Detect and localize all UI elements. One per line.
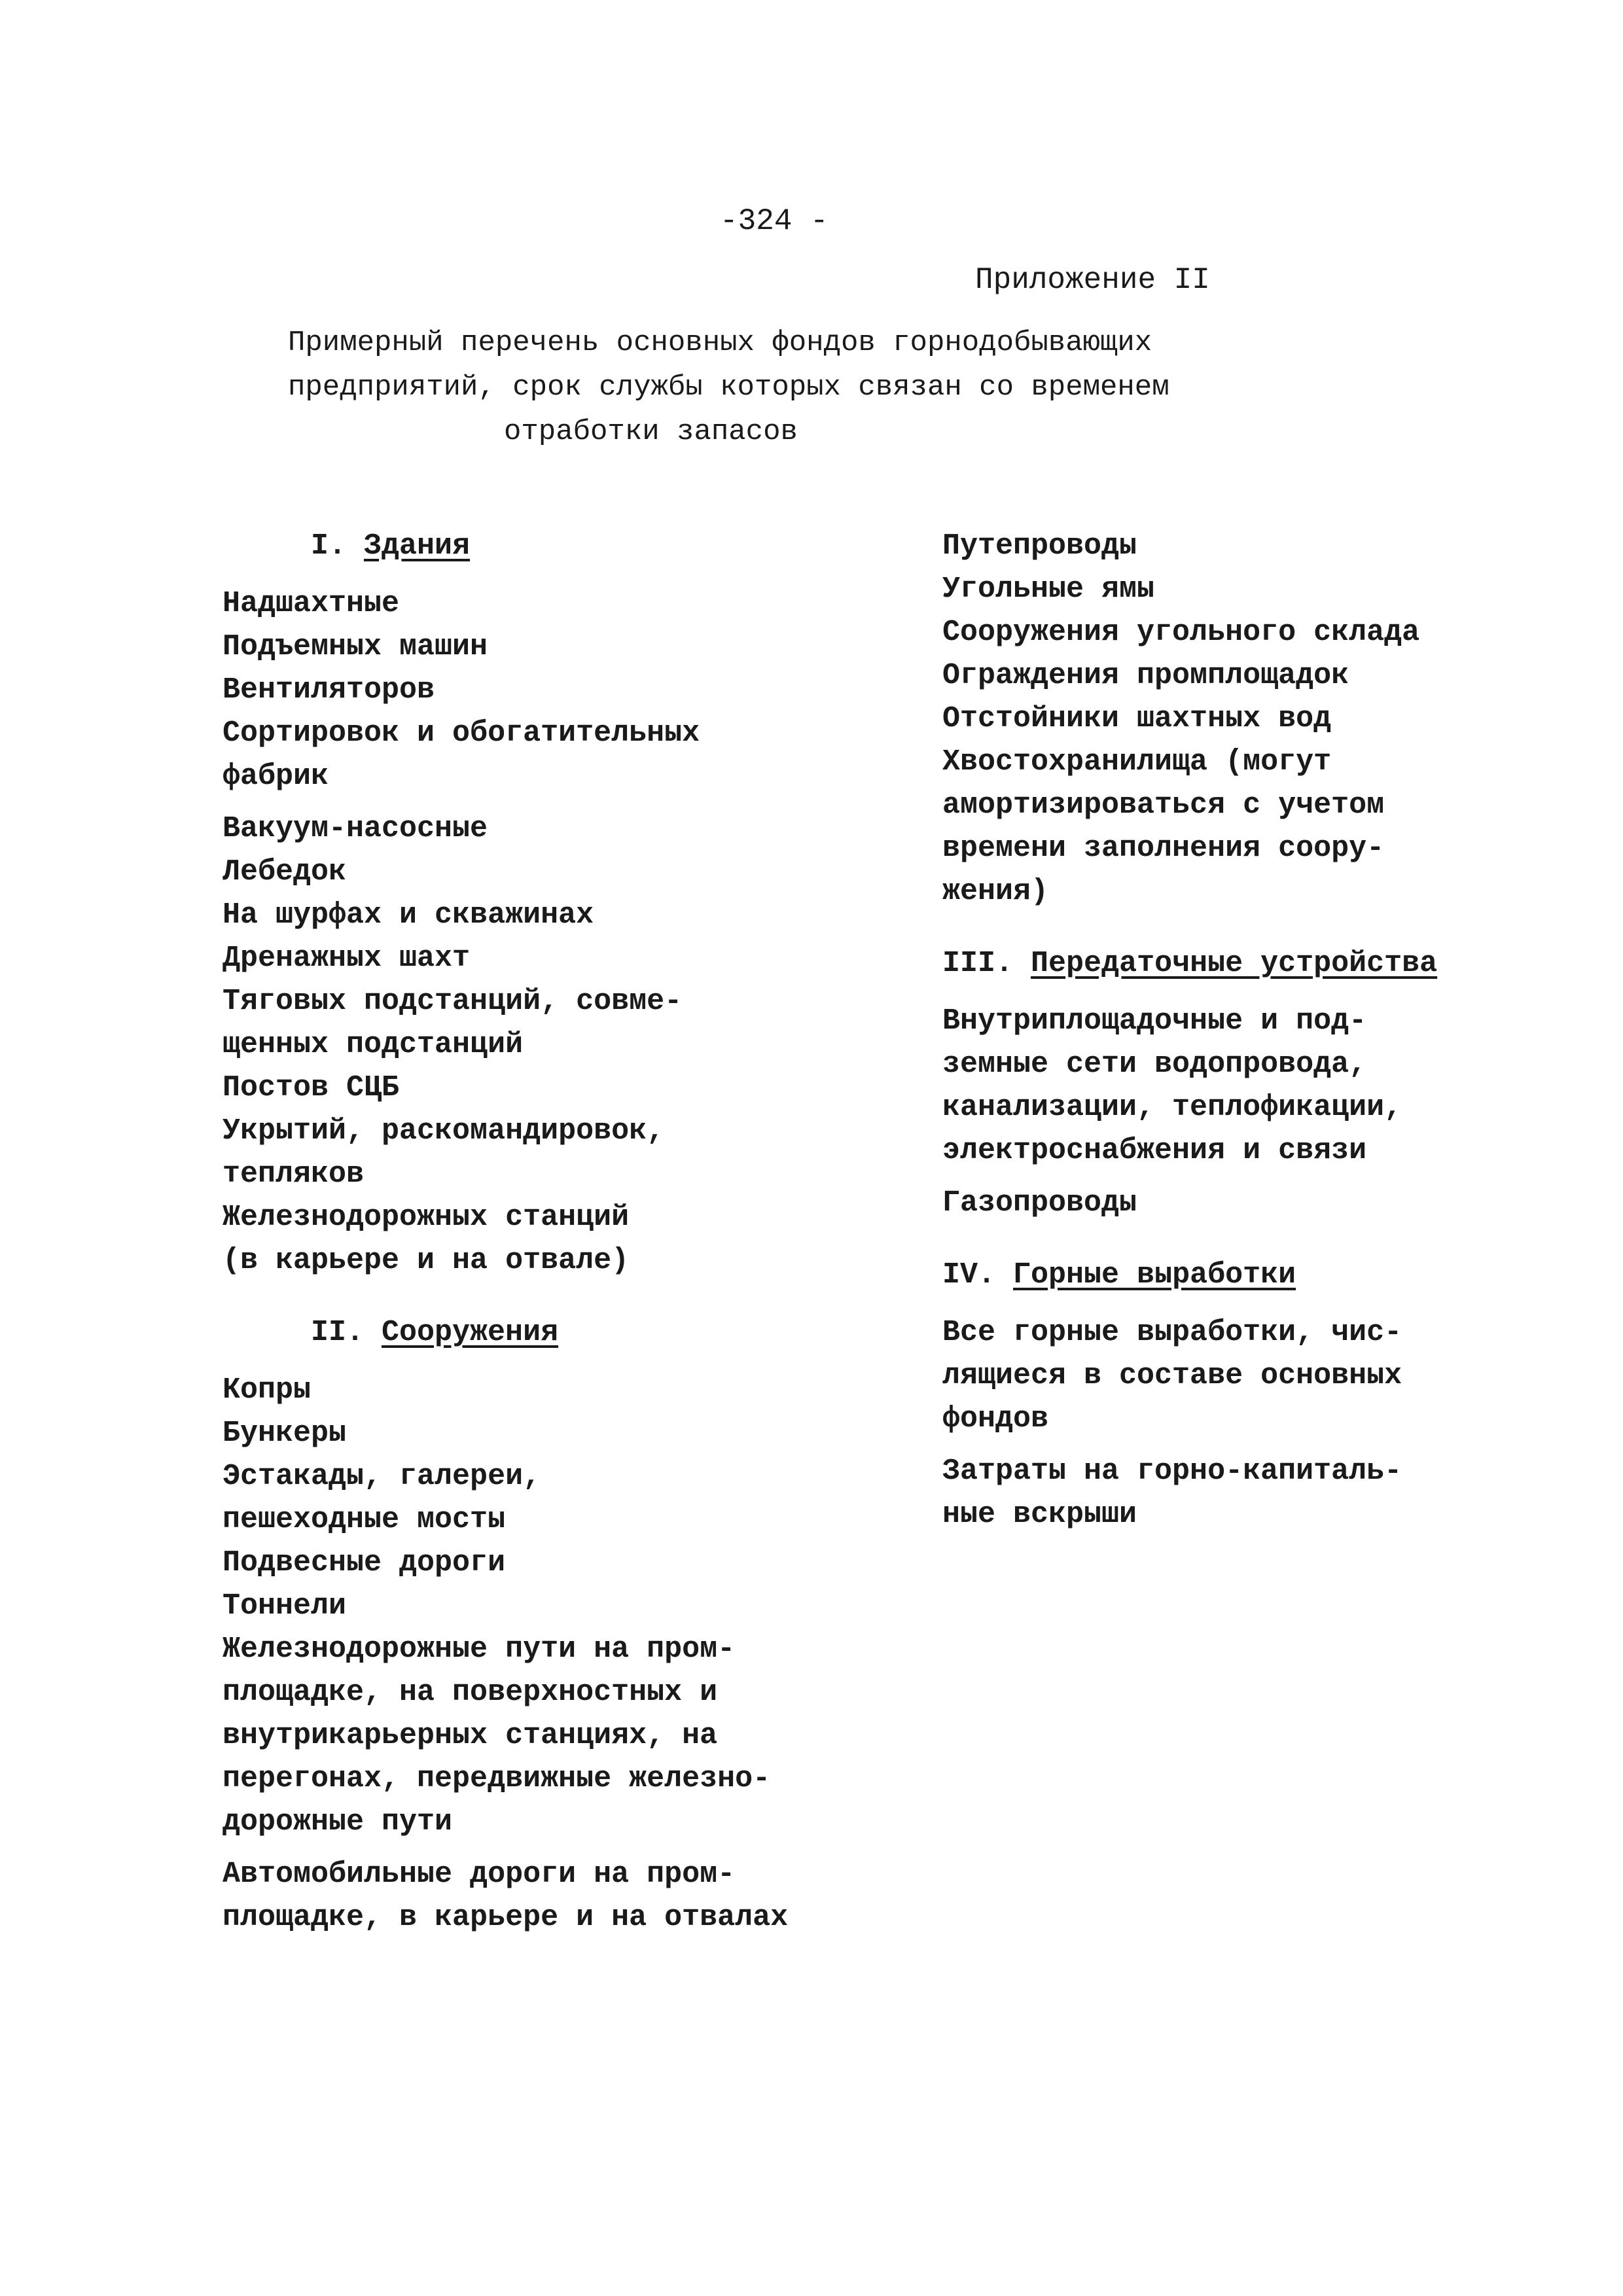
item-line: лящиеся в составе основных [942,1359,1402,1392]
item-line: времени заполнения соору- [942,832,1385,865]
section-title: Горные выработки [1013,1258,1296,1292]
item-line: Вентиляторов [223,673,435,707]
section-structures [223,1311,890,1939]
list-item [223,626,890,669]
item-line: площадке, на поверхностных и [223,1676,718,1709]
section-mine-workings [942,1254,1440,1536]
section-title: Передаточные устройства [1031,947,1438,980]
item-line: Копры [223,1373,312,1407]
list-item [223,894,890,937]
item-line: (в карьере и на отвале) [223,1244,630,1277]
item-line: Сортировок и обогатительных [223,716,700,750]
list-item [223,1628,890,1844]
section-buildings [223,525,890,1282]
list-item [223,712,890,798]
item-line: На шурфах и скважинах [223,898,594,932]
item-line: Путепроводы [942,529,1137,563]
item-line: Дренажных шахт [223,942,471,975]
section-number: I. [311,529,347,563]
section-heading [942,1254,1440,1297]
list-item [942,1450,1440,1536]
section-heading [223,525,890,568]
page-number: -324 - [720,204,829,238]
list-item [942,1311,1440,1441]
list-item [223,1369,890,1412]
item-line: Подвесные дороги [223,1546,506,1580]
title-line: предприятий, срок службы которых связан со временем [288,371,1169,404]
item-line: перегонах, передвижные железно- [223,1762,771,1795]
section-structures-continued [942,525,1440,913]
section-title: Здания [364,529,471,563]
item-line: Укрытий, раскомандировок, [223,1114,665,1148]
list-item [942,611,1440,654]
title-line: отработки запасов [504,415,798,448]
item-line: Железнодорожных станций [223,1201,630,1234]
list-item [942,1000,1440,1173]
title-line: Примерный перечень основных фондов горнодобывающих [288,327,1152,359]
item-line: Угольные ямы [942,573,1155,606]
list-item [223,1853,890,1939]
item-line: пешеходные мосты [223,1503,506,1536]
item-line: Надшахтные [223,587,400,620]
section-number: III. [942,947,1014,980]
item-line: Отстойники шахтных вод [942,702,1332,735]
item-line: Тоннели [223,1589,347,1623]
list-item [942,654,1440,698]
item-line: Сооружения угольного склада [942,616,1420,649]
list-item [942,698,1440,741]
appendix-label: Приложение II [975,263,1210,297]
list-item [223,1412,890,1455]
item-line: фондов [942,1402,1049,1436]
item-line: Внутриплощадочные и под- [942,1004,1367,1038]
item-line: амортизироваться с учетом [942,788,1385,822]
section-number: II. [311,1316,365,1349]
item-line: дорожные пути [223,1805,453,1839]
item-line: Вакуум-насосные [223,812,488,845]
list-item [942,525,1440,568]
item-line: Лебедок [223,855,347,889]
item-line: щенных подстанций [223,1028,524,1061]
section-transmission [942,942,1440,1225]
item-line: электроснабжения и связи [942,1134,1367,1167]
list-item [223,582,890,626]
item-line: ные вскрыши [942,1498,1137,1531]
list-item [223,1585,890,1628]
list-item [223,1110,890,1196]
right-column [942,525,1440,1536]
list-item [942,568,1440,611]
item-line: Тяговых подстанций, совме- [223,985,683,1018]
section-heading [223,1311,890,1354]
item-line: канализации, теплофикации, [942,1091,1402,1124]
item-line: тепляков [223,1157,365,1191]
list-item [223,937,890,980]
item-line: площадке, в карьере и на отвалах [223,1901,789,1934]
section-heading [942,942,1440,985]
list-item [223,851,890,894]
item-line: Бункеры [223,1417,347,1450]
item-line: Затраты на горно-капиталь- [942,1455,1402,1488]
list-item [223,1455,890,1542]
list-item [223,669,890,712]
item-line: Хвостохранилища (могут [942,745,1332,779]
list-item [223,807,890,851]
list-item [223,1067,890,1110]
item-line: фабрик [223,760,329,793]
item-line: Железнодорожные пути на пром- [223,1633,736,1666]
item-line: Автомобильные дороги на пром- [223,1858,736,1891]
item-line: Ограждения промплощадок [942,659,1349,692]
section-title: Сооружения [382,1316,559,1349]
item-line: жения) [942,875,1049,908]
item-line: земные сети водопровода, [942,1048,1367,1081]
item-line: Постов СЦБ [223,1071,400,1104]
item-line: Все горные выработки, чис- [942,1316,1402,1349]
list-item [223,1196,890,1282]
document-title [288,321,1217,454]
item-line: Эстакады, галереи, [223,1460,541,1493]
list-item [942,741,1440,913]
list-item [223,980,890,1067]
list-item [942,1182,1440,1225]
section-number: IV. [942,1258,996,1292]
item-line: Газопроводы [942,1186,1137,1220]
item-line: Подъемных машин [223,630,488,663]
list-item [223,1542,890,1585]
item-line: внутрикарьерных станциях, на [223,1719,718,1752]
left-column [223,525,890,1939]
